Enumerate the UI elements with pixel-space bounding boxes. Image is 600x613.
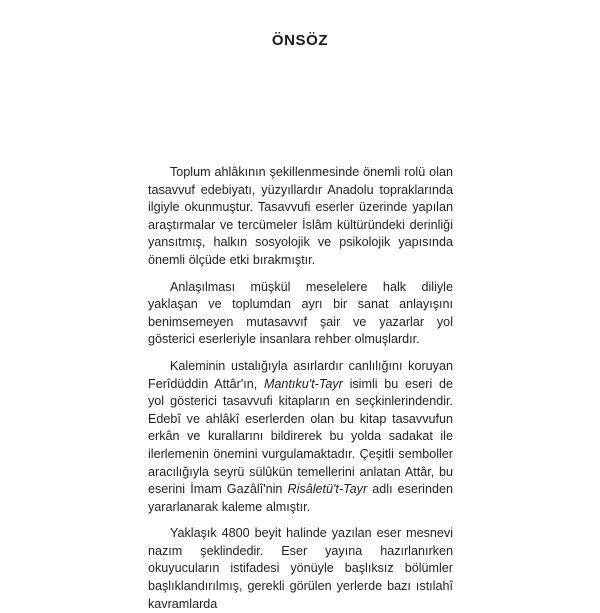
body-text-block: [148, 164, 453, 613]
paragraph-4: Yaklaşık 4800 beyit halinde yazılan eser mesnevi nazım şeklindedir. Eser yayına hazırlanırken okuyucuların istifadesi yönüyle başlıksız bölümler başlıklandırılmış, gerekli görülen yerlerde bazı ıstılahî kavramlarda: [148, 526, 453, 611]
paragraph-3: Kaleminin ustalığıyla asırlardır canlılığını koruyan Ferîdüddin Attâr'ın, Mantıku't-Tayr isimli bu eseri de yol gösterici tasavvufi kitapların en seçkinlerindendir. Edebî ve ahlâkî eserlerden olan bu kitap tasavvufun erkân ve kurallarını bildirerek bu yolda sadakat ile ilerlemenin önemini vurgulamaktadır. Çeşitli semboller aracılığıyla seyrü sülûkün temellerini anlatan Attâr, bu eserini İmam Gazâlî'nin Risâletü't-Tayr adlı eserinden yararlanarak kaleme almıştır.: [148, 358, 453, 514]
paragraph-1: Toplum ahlâkının şekillenmesinde önemli rolü olan tasavvuf edebiyatı, yüzyıllardır Anadolu topraklarında ilgiyle okunmuştur. Tasavvufi eserler üzerinde yapılan araştırmalar ve tercümeler İslâm kültüründeki derinliği yansıtmış, halkın sosyolojik ve psikolojik yapısında önemli ölçüde etki bırakmıştır.: [148, 165, 453, 267]
page-title: ÖNSÖZ: [271, 32, 329, 50]
book-title-italic: Mantıku't-Tayr: [263, 376, 343, 391]
book-title-italic: Risâletü't-Tayr: [287, 482, 368, 497]
paragraph-2: Anlaşılması müşkül meselelere halk diliyle yaklaşan ve toplumdan ayrı bir sanat anlayışını benimsemeyen mutasavvıf şair ve yazarlar yol gösterici eserleriyle insanlara rehber olmuşlardır.: [148, 279, 453, 347]
